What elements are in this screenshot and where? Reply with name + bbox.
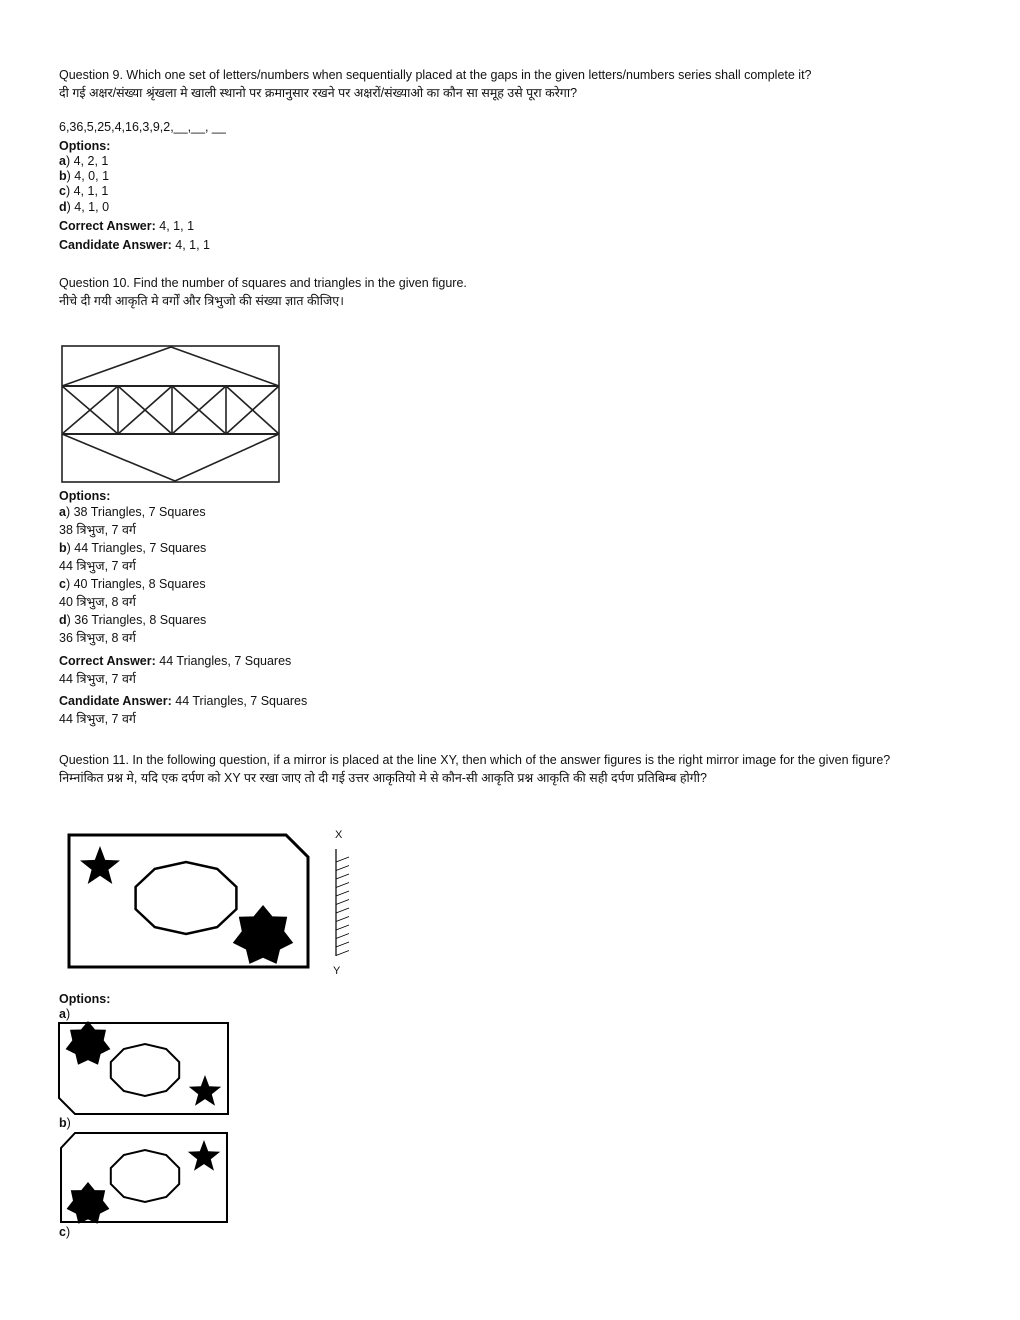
five-point-star-shape [188, 1140, 220, 1171]
mirror-label-x: X [335, 829, 343, 841]
q9-series: 6,36,5,25,4,16,3,9,2,__,__, __ [59, 120, 226, 134]
decagon-shape [111, 1044, 179, 1096]
option-text: ) 38 Triangles, 7 Squares [65, 505, 206, 519]
option-letter: c [59, 577, 66, 591]
mirror-hatching [336, 857, 349, 956]
q10-option-d-hi: 36 त्रिभुज, 8 वर्ग [59, 631, 136, 645]
correct-value: 44 Triangles, 7 Squares [155, 654, 292, 668]
q9-option-d [59, 199, 109, 215]
q10-option-c-hi: 40 त्रिभुज, 8 वर्ग [59, 595, 136, 609]
q10-option-a-hi: 38 त्रिभुज, 7 वर्ग [59, 523, 136, 537]
q10-option-d [59, 612, 206, 628]
q10-correct-answer-hi: 44 त्रिभुज, 7 वर्ग [59, 672, 136, 686]
seven-point-star-shape [233, 905, 293, 964]
q11-option-a [59, 1006, 70, 1022]
candidate-label: Candidate Answer: [59, 694, 172, 708]
option-text: ) [65, 1225, 71, 1239]
decagon-shape [136, 862, 237, 934]
option-text: ) 4, 1, 0 [66, 200, 110, 214]
q10-question-en: Question 10. Find the number of squares and triangles in the given figure. [59, 276, 467, 290]
q11-option-b [59, 1115, 71, 1131]
q9-option-a [59, 153, 108, 169]
q11-option-c [59, 1224, 70, 1240]
q11-question-figure [69, 835, 349, 967]
five-point-star-shape [189, 1075, 221, 1106]
candidate-value: 4, 1, 1 [171, 238, 210, 252]
q11-options-label: Options: [59, 992, 111, 1006]
q9-correct-answer [59, 218, 194, 234]
q11-option-a-figure [59, 1021, 228, 1114]
q11-option-b-figure [61, 1133, 227, 1224]
q9-question-en: Question 9. Which one set of letters/numbers when sequentially placed at the gaps in the given letters/numbers series shall complete it? [59, 68, 812, 82]
option-letter: d [59, 613, 67, 627]
option-text: ) 4, 2, 1 [65, 154, 109, 168]
q10-candidate-answer-hi: 44 त्रिभुज, 7 वर्ग [59, 712, 136, 726]
option-text: ) 36 Triangles, 8 Squares [66, 613, 207, 627]
option-text: ) [65, 1007, 71, 1021]
q10-correct-answer [59, 653, 291, 669]
q10-option-c [59, 576, 206, 592]
option-letter: b [59, 541, 67, 555]
option-text: ) 4, 0, 1 [66, 169, 110, 183]
q10-option-b-hi: 44 त्रिभुज, 7 वर्ग [59, 559, 136, 573]
option-letter: a [59, 154, 66, 168]
correct-label: Correct Answer: [59, 219, 156, 233]
q9-candidate-answer [59, 237, 210, 253]
q9-question-hi: दी गई अक्षर/संख्या श्रृंखला मे खाली स्थानो पर क्रमानुसार रखने पर अक्षरों/संख्याओ का कौन सा समूह उसे पूरा करेगा? [59, 86, 578, 100]
q10-candidate-answer [59, 693, 307, 709]
option-letter: b [59, 1116, 67, 1130]
decagon-shape [111, 1150, 179, 1202]
option-text: ) 4, 1, 1 [65, 184, 109, 198]
q9-option-c [59, 183, 108, 199]
option-letter: c [59, 1225, 66, 1239]
seven-point-star-shape [66, 1021, 111, 1065]
option-letter: a [59, 505, 66, 519]
q10-options-label [59, 488, 110, 504]
q10-option-b [59, 540, 206, 556]
q10-option-a [59, 504, 206, 520]
q9-options-label: Options: [59, 139, 111, 153]
option-letter: c [59, 184, 66, 198]
q11-question-hi: निम्नांकित प्रश्न मे, यदि एक दर्पण को XY पर रखा जाए तो दी गई उत्तर आकृतियो मे से कौन-सी आकृति प्रश्न आकृति की सही दर्पण प्रतिबिम्ब होगी? [59, 771, 707, 785]
seven-point-star-shape [67, 1182, 110, 1224]
candidate-value: 44 Triangles, 7 Squares [171, 694, 308, 708]
q10-question-hi: नीचे दी गयी आकृति मे वर्गों और त्रिभुजो की संख्या ज्ञात कीजिए। [59, 294, 344, 308]
option-text: ) [66, 1116, 71, 1130]
mirror-label-y: Y [333, 965, 341, 977]
correct-label: Correct Answer: [59, 654, 156, 668]
option-text: ) 44 Triangles, 7 Squares [66, 541, 207, 555]
option-letter: a [59, 1007, 66, 1021]
q9-option-b [59, 168, 109, 184]
option-letter: d [59, 200, 67, 214]
q10-figure [62, 346, 279, 482]
five-point-star-shape [80, 846, 120, 884]
q11-question-en: Question 11. In the following question, if a mirror is placed at the line XY, then which of the answer figures is the right mirror image for the given figure? [59, 753, 891, 767]
correct-value: 4, 1, 1 [155, 219, 195, 233]
candidate-label: Candidate Answer: [59, 238, 172, 252]
option-text: ) 40 Triangles, 8 Squares [65, 577, 206, 591]
options-label: Options: [59, 489, 111, 503]
option-letter: b [59, 169, 67, 183]
